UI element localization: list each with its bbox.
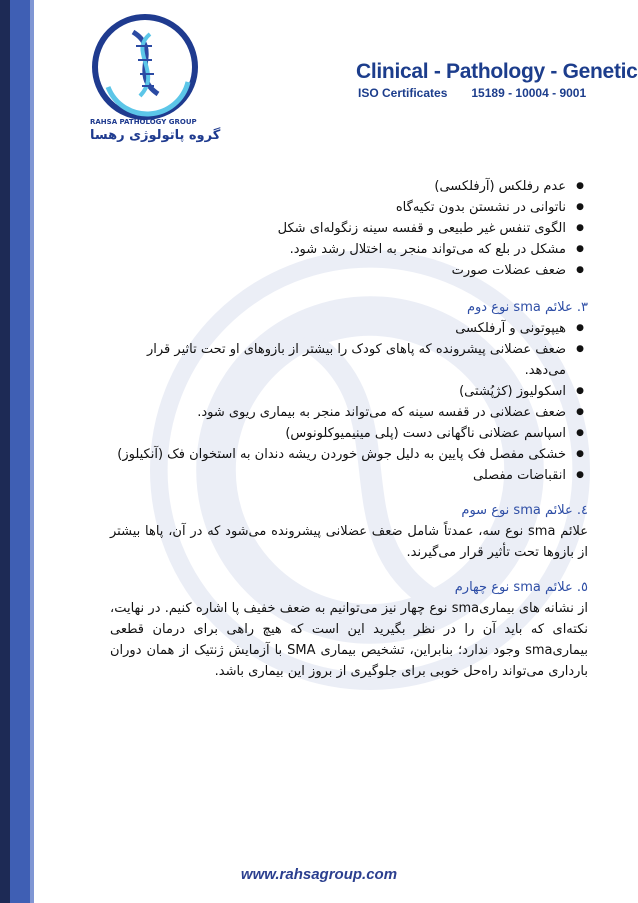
header-certificates [358, 86, 610, 100]
iso-label: ISO Certificates [358, 86, 448, 100]
list-item: ● الگوی تنفس غیر طبیعی و قفسه سینه زنگوله‌ای شکل [110, 218, 566, 239]
list-item: ● اسپاسم عضلانی ناگهانی دست (پلی مینیمیوکلونوس) [110, 423, 566, 444]
section-5-heading: ٥. علائم sma نوع چهارم [454, 580, 588, 595]
section-4-heading: ٤. علائم sma نوع سوم [461, 503, 588, 518]
list-item: ● ضعف عضلانی پیشرونده که پاهای کودک را بیشتر از بازوهای او تحت تاثیر قرار می‌دهد. [110, 339, 566, 381]
side-stripe-light [30, 0, 34, 903]
list-item: ● هیپوتونی و آرفلکسی [110, 318, 566, 339]
list-item: ● مشکل در بلع که می‌تواند منجر به اختلال رشد شود. [110, 239, 566, 260]
list-item: ● ضعف عضلانی در قفسه سینه که می‌تواند منجر به بیماری ریوی شود. [110, 402, 566, 423]
section-3-list [110, 318, 588, 486]
section-5-text: از نشانه های بیماریsma نوع چهار نیز می‌توانیم به ضعف خفیف پا اشاره کنیم. در نهایت، نکته‌ای که باید آن را در نظر بگیرید این است که هیچ راهی برای درمان قطعی بیماریsma وجود ندارد؛ بنابراین، تشخیص بیماری SMA با آزمایش ژنتیک از همان دوران بارداری می‌تواند راه‌حل خوبی برای جلوگیری از بروز این بیماری باشد. [110, 601, 588, 679]
list-item: ● انقباضات مفصلی [110, 465, 566, 486]
header-title: Clinical - Pathology - Genetic [356, 60, 638, 83]
logo-brand-text: RAHSA PATHOLOGY GROUP [90, 118, 197, 126]
footer-website-link[interactable]: www.rahsagroup.com [240, 866, 398, 883]
logo-persian-text: گروه پاتولوژی رهسا [90, 128, 221, 143]
section-3-heading: ۳. علائم sma نوع دوم [466, 300, 588, 315]
side-stripe-blue [10, 0, 30, 903]
document-body [110, 176, 588, 682]
cert-numbers: 15189 - 10004 - 9001 [471, 86, 587, 100]
side-stripe-dark [0, 0, 10, 903]
list-item: ● عدم رفلکس (آرفلکسی) [110, 176, 566, 197]
list-item: ● اسکولیوز (کژپُشتی) [110, 381, 566, 402]
list-item: ● ناتوانی در نشستن بدون تکیه‌گاه [110, 197, 566, 218]
list-item: ● خشکی مفصل فک پایین به دلیل جوش خوردن ریشه دندان به استخوان فک (آنکیلوز) [110, 444, 566, 465]
list-item: ● ضعف عضلات صورت [110, 260, 566, 281]
section-4-text: علائم sma نوع سه، عمدتاً شامل ضعف عضلانی پیشرونده می‌شود که در آن، پاها بیشتر از بازوها تحت تأثیر قرار می‌گیرند. [110, 524, 588, 560]
intro-list [110, 176, 588, 281]
